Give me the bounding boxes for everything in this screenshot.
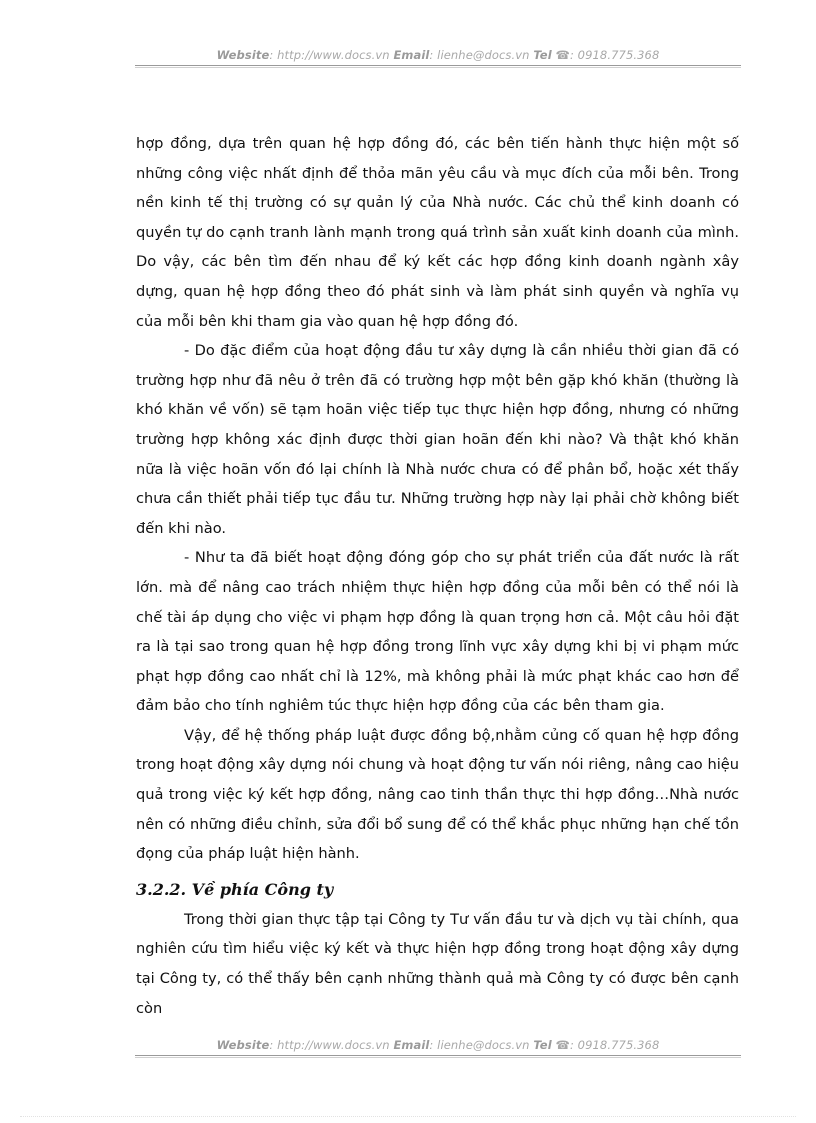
paragraph-conclusion: Vậy, để hệ thống pháp luật được đồng bộ,nhằm củng cố quan hệ hợp đồng trong hoạt động xây dựng nói chung và hoạt động tư vấn nói riêng, nâng cao hiệu quả trong việc ký kết hợp đồng, nâng cao tinh thần thực thi hợp đồng…Nhà nước nên có những điều chỉnh, sửa đổi bổ sung để có thể khắc phục những hạn chế tồn đọng của pháp luật hiện hành. [136, 726, 739, 863]
phone-icon: ☎ [555, 48, 570, 62]
footer-email-value: : lienhe@docs.vn [429, 1038, 530, 1052]
header-tel-value: : 0918.775.368 [569, 48, 660, 62]
document-body [136, 129, 739, 1023]
header-rule [135, 65, 741, 68]
header-website-label: Website [216, 48, 270, 62]
footer-rule [135, 1055, 741, 1058]
page-header [135, 48, 741, 62]
footer-tel-value: : 0918.775.368 [569, 1038, 660, 1052]
phone-icon: ☎ [555, 1038, 570, 1052]
header-email-value: : lienhe@docs.vn [429, 48, 530, 62]
footer-tel-label: Tel [533, 1038, 552, 1052]
paragraph-penalty: - Như ta đã biết hoạt động đóng góp cho sự phát triển của đất nước là rất lớn. mà để nâng cao trách nhiệm thực hiện hợp đồng của mỗi bên có thể nói là chế tài áp dụng cho việc vi phạm hợp đồng là quan trọng hơn cả. Một câu hỏi đặt ra là tại sao trong quan hệ hợp đồng trong lĩnh vực xây dựng khi bị vi phạm mức phạt hợp đồng cao nhất chỉ là 12%, mà không phải là mức phạt khác cao hơn để đảm bảo cho tính nghiêm túc thực hiện hợp đồng của các bên tham gia. [136, 549, 739, 715]
header-email-label: Email [393, 48, 430, 62]
paragraph-continuation: hợp đồng, dựa trên quan hệ hợp đồng đó, các bên tiến hành thực hiện một số những công việc nhất định để thỏa mãn yêu cầu và mục đích của mỗi bên. Trong nền kinh tế thị trường có sự quản lý của Nhà nước. Các chủ thể kinh doanh có quyền tự do cạnh tranh lành mạnh trong quá trình sản xuất kinh doanh của mình. Do vậy, các bên tìm đến nhau để ký kết các hợp đồng kinh doanh ngành xây dựng, quan hệ hợp đồng theo đó phát sinh và làm phát sinh quyền và nghĩa vụ của mỗi bên khi tham gia vào quan hệ hợp đồng đó. [136, 135, 739, 330]
section-heading: 3.2.2. Về phía Công ty [136, 879, 334, 899]
page-edge-divider [20, 1116, 796, 1117]
header-website-value: : http://www.docs.vn [269, 48, 390, 62]
footer-website-label: Website [216, 1038, 270, 1052]
footer-website-value: : http://www.docs.vn [269, 1038, 390, 1052]
page-footer [135, 1038, 741, 1052]
paragraph-investment-delay: - Do đặc điểm của hoạt động đầu tư xây dựng là cần nhiều thời gian đã có trường hợp như đã nêu ở trên đã có trường hợp một bên gặp khó khăn (thường là khó khăn về vốn) sẽ tạm hoãn việc tiếp tục thực hiện hợp đồng, nhưng có những trường hợp không xác định được thời gian hoãn đến khi nào? Và thật khó khăn nữa là việc hoãn vốn đó lại chính là Nhà nước chưa có để phân bổ, hoặc xét thấy chưa cần thiết phải tiếp tục đầu tư. Những trường hợp này lại phải chờ không biết đến khi nào. [136, 342, 739, 537]
paragraph-company: Trong thời gian thực tập tại Công ty Tư vấn đầu tư và dịch vụ tài chính, qua nghiên cứu tìm hiểu việc ký kết và thực hiện hợp đồng trong hoạt động xây dựng tại Công ty, có thể thấy bên cạnh những thành quả mà Công ty có được bên cạnh còn [136, 910, 739, 1017]
footer-email-label: Email [393, 1038, 430, 1052]
header-tel-label: Tel [533, 48, 552, 62]
